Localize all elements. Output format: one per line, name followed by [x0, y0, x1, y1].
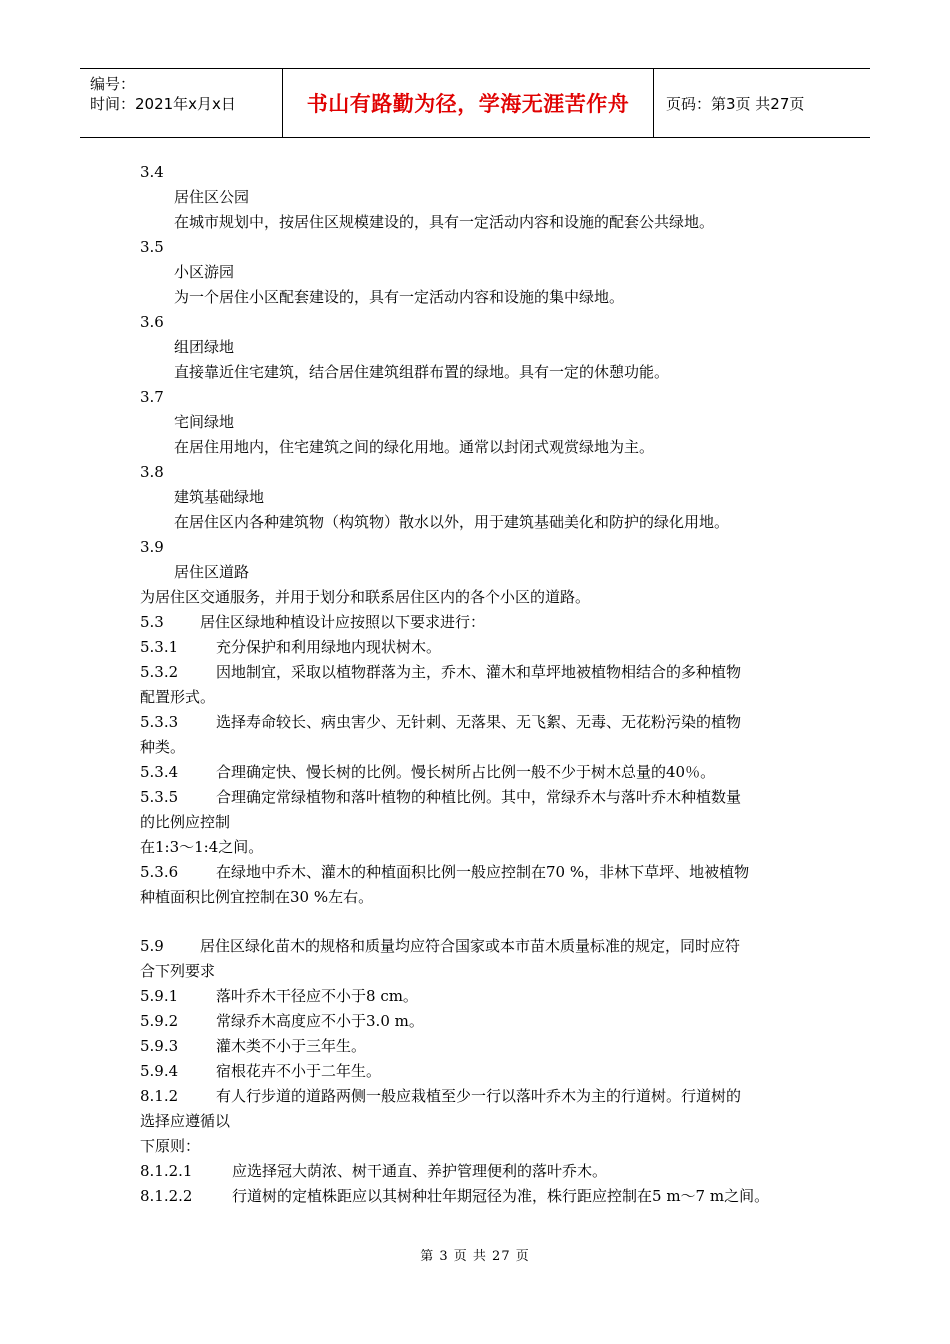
clause-text-continued: 配置形式。	[140, 688, 216, 706]
term-definition: 在城市规划中，按居住区规模建设的，具有一定活动内容和设施的配套公共绿地。	[174, 213, 715, 231]
section-number: 3.8	[140, 463, 164, 481]
term-title: 宅间绿地	[174, 413, 235, 431]
header-motto: 书山有路勤为径，学海无涯苦作舟	[306, 92, 630, 116]
clause-text: 在绿地中乔木、灌木的种植面积比例一般应控制在70 %，非林下草坪、地被植物	[216, 863, 750, 881]
clause-number: 5.9.2	[140, 1012, 179, 1030]
header-number-label: 编号：	[90, 75, 136, 93]
term-definition: 为一个居住小区配套建设的，具有一定活动内容和设施的集中绿地。	[174, 288, 625, 306]
clause-number: 8.1.2.1	[140, 1162, 193, 1180]
clause-text: 居住区绿地种植设计应按照以下要求进行：	[200, 613, 486, 631]
header-time-label: 时间：2021年x月x日	[90, 95, 236, 113]
clause-text-continued: 的比例应控制	[140, 813, 231, 831]
clause-number: 5.9.4	[140, 1062, 179, 1080]
clause-number: 5.3.3	[140, 713, 179, 731]
term-title: 居住区道路	[174, 563, 250, 581]
clause-number: 5.9	[140, 937, 164, 955]
term-title: 小区游园	[174, 263, 235, 281]
clause-text: 选择寿命较长、病虫害少、无针刺、无落果、无飞絮、无毒、无花粉污染的植物	[216, 713, 742, 731]
term-definition: 为居住区交通服务，并用于划分和联系居住区内的各个小区的道路。	[140, 588, 591, 606]
term-definition: 在居住区内各种建筑物（构筑物）散水以外，用于建筑基础美化和防护的绿化用地。	[174, 513, 730, 531]
clause-text-continued: 选择应遵循以	[140, 1112, 231, 1130]
section-number: 3.4	[140, 163, 164, 181]
clause-text: 行道树的定植株距应以其树种壮年期冠径为准，株行距应控制在5 m～7 m之间。	[232, 1187, 770, 1205]
clause-text-continued: 合下列要求	[140, 962, 216, 980]
clause-number: 5.9.1	[140, 987, 179, 1005]
clause-number: 5.3.6	[140, 863, 179, 881]
term-title: 组团绿地	[174, 338, 235, 356]
clause-text: 合理确定快、慢长树的比例。慢长树所占比例一般不少于树木总量的40％。	[216, 763, 716, 781]
clause-text: 合理确定常绿植物和落叶植物的种植比例。其中，常绿乔木与落叶乔木种植数量	[216, 788, 742, 806]
term-definition: 在居住用地内，住宅建筑之间的绿化用地。通常以封闭式观赏绿地为主。	[174, 438, 655, 456]
section-number: 3.6	[140, 313, 164, 331]
header-page-info: 页码：第3页 共27页	[666, 94, 805, 113]
clause-number: 8.1.2	[140, 1087, 179, 1105]
clause-text: 有人行步道的道路两侧一般应栽植至少一行以落叶乔木为主的行道树。行道树的	[216, 1087, 742, 1105]
clause-text-continued: 在1:3～1:4之间。	[140, 838, 264, 856]
clause-number: 5.3.1	[140, 638, 179, 656]
clause-text-continued: 种植面积比例宜控制在30 %左右。	[140, 888, 374, 906]
section-number: 3.5	[140, 238, 164, 256]
clause-number: 5.3.5	[140, 788, 179, 806]
clause-number: 5.3.4	[140, 763, 179, 781]
clause-number: 5.3.2	[140, 663, 179, 681]
clause-number: 5.3	[140, 613, 164, 631]
clause-text: 充分保护和利用绿地内现状树木。	[216, 638, 442, 656]
section-number: 3.7	[140, 388, 164, 406]
term-definition: 直接靠近住宅建筑，结合居住建筑组群布置的绿地。具有一定的休憩功能。	[174, 363, 670, 381]
section-number: 3.9	[140, 538, 164, 556]
page-footer: 第 3 页 共 27 页	[420, 1249, 530, 1264]
clause-text-continued: 下原则：	[140, 1137, 201, 1155]
clause-number: 5.9.3	[140, 1037, 179, 1055]
clause-text: 落叶乔木干径应不小于8 cm。	[216, 987, 418, 1005]
clause-text: 因地制宜，采取以植物群落为主，乔木、灌木和草坪地被植物相结合的多种植物	[216, 663, 742, 681]
clause-text: 居住区绿化苗木的规格和质量均应符合国家或本市苗木质量标准的规定，同时应符	[200, 937, 741, 955]
clause-text: 宿根花卉不小于二年生。	[216, 1062, 382, 1080]
clause-text-continued: 种类。	[140, 738, 186, 756]
clause-text: 常绿乔木高度应不小于3.0 m。	[216, 1012, 424, 1030]
clause-text: 灌木类不小于三年生。	[216, 1037, 367, 1055]
term-title: 建筑基础绿地	[174, 488, 265, 506]
clause-number: 8.1.2.2	[140, 1187, 193, 1205]
clause-text: 应选择冠大荫浓、树干通直、养护管理便利的落叶乔木。	[232, 1162, 608, 1180]
term-title: 居住区公园	[174, 188, 250, 206]
